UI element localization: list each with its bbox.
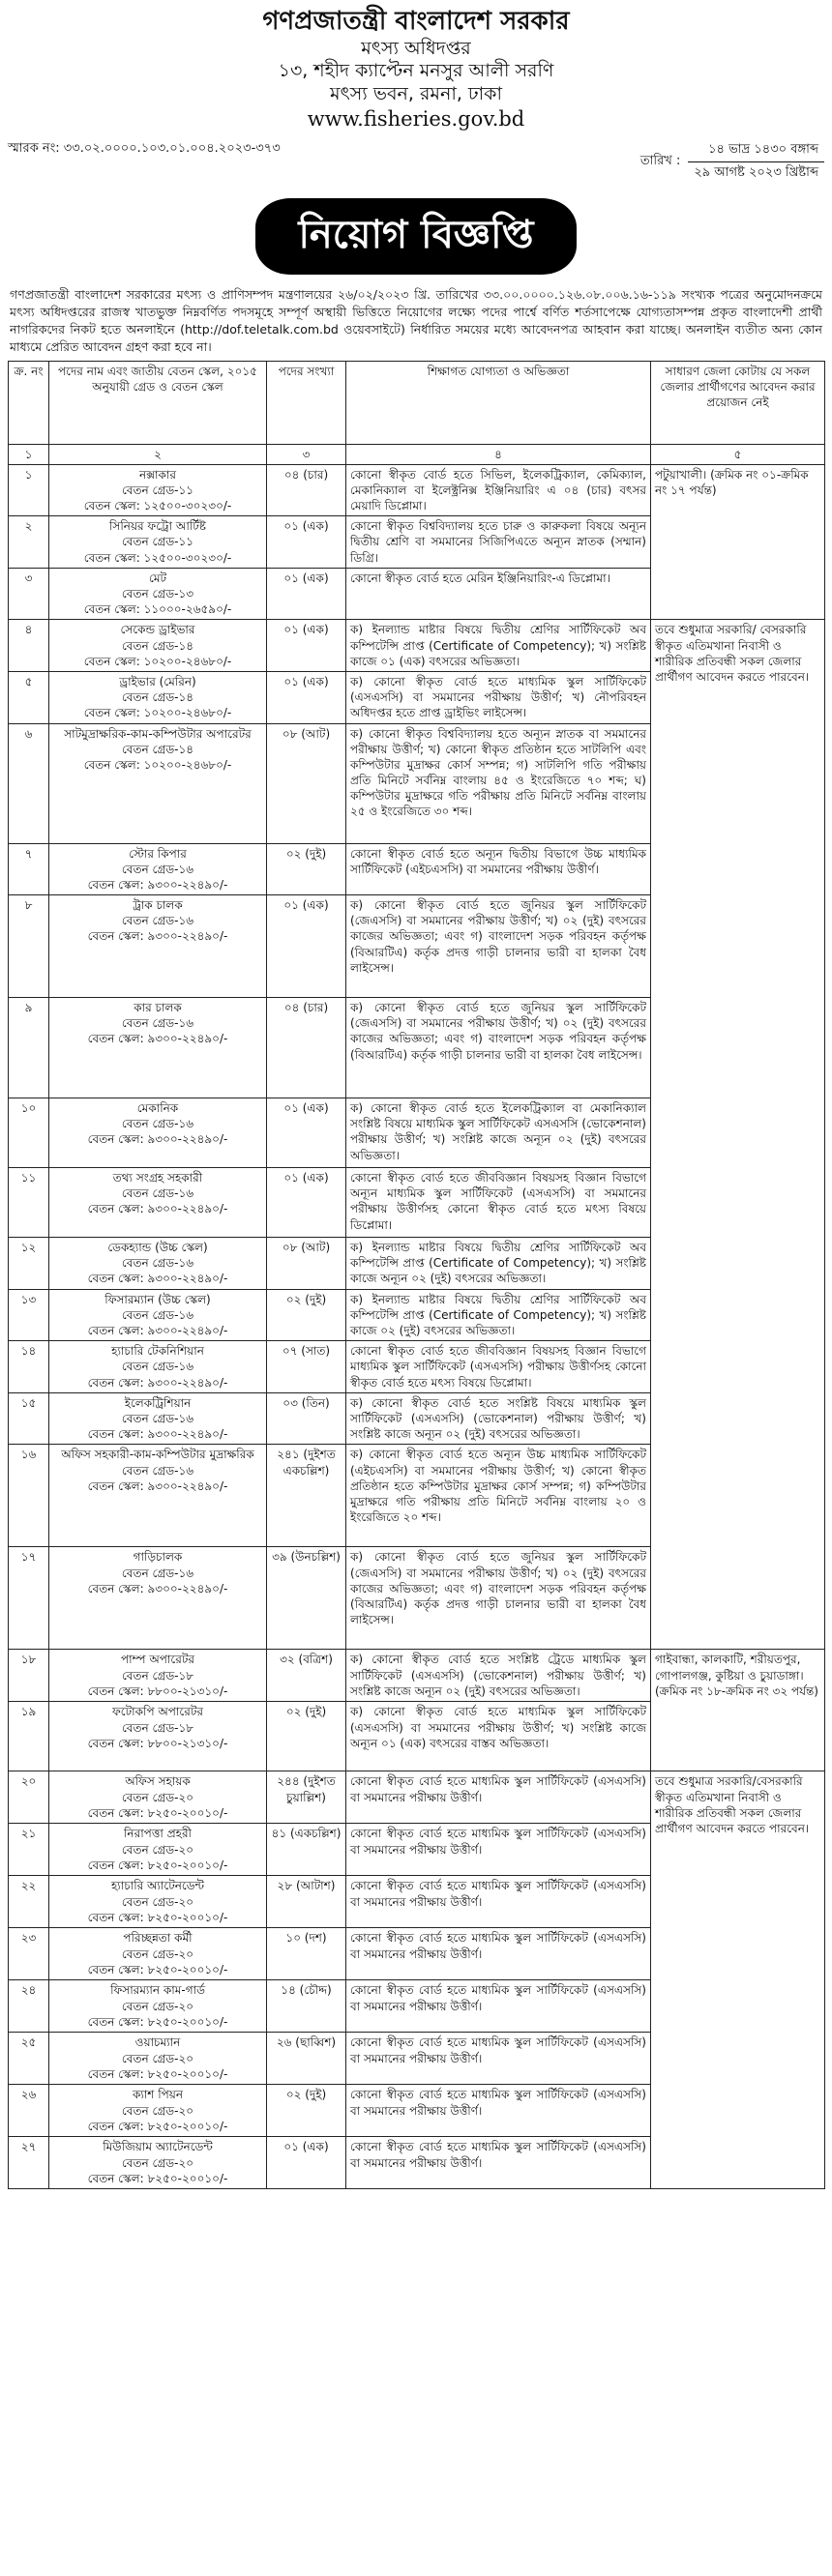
post-count-cell: ০৮ (আট) bbox=[267, 1238, 346, 1290]
pay-grade: বেতন গ্রেড-২০ bbox=[121, 2051, 194, 2065]
pay-grade: বেতন গ্রেড-১৪ bbox=[121, 638, 194, 653]
table-index-row bbox=[9, 444, 825, 464]
post-name: হ্যাচারি টেকনিশিয়ান bbox=[111, 1344, 204, 1359]
letterhead bbox=[8, 6, 824, 132]
post-name: অফিস সহকারী-কাম-কম্পিউটার মুদ্রাক্ষরিক bbox=[61, 1448, 254, 1462]
serial-cell: ১৩ bbox=[9, 1289, 49, 1341]
pay-grade: বেতন গ্রেড-১৬ bbox=[121, 1016, 194, 1031]
post-count-cell: ০১ (এক) bbox=[267, 568, 346, 620]
pay-scale: বেতন স্কেল: ৯৩০০-২২৪৯০/- bbox=[87, 929, 228, 944]
post-name: স্টোর কিপার bbox=[129, 846, 187, 861]
pay-scale: বেতন স্কেল: ৯৩০০-২২৪৯০/- bbox=[87, 1581, 228, 1595]
pay-scale: বেতন স্কেল: ১১০০০-২৬৫৯০/- bbox=[83, 602, 232, 617]
post-name: ফটোকপি অপারেটর bbox=[112, 1705, 203, 1719]
pay-grade: বেতন গ্রেড-১৬ bbox=[121, 1411, 194, 1425]
index-cell: ২ bbox=[49, 444, 267, 464]
qualification-cell: কোনো স্বীকৃত বোর্ড হতে মাধ্যমিক স্কুল সার্টিফিকেট (এসএসসি) বা সমমানের পরীক্ষায় উত্তীর্ণ। bbox=[346, 1980, 651, 2033]
serial-cell: ২২ bbox=[9, 1876, 49, 1928]
vacancy-table bbox=[8, 361, 825, 2190]
header-post: পদের নাম এবং জাতীয় বেতন স্কেল, ২০১৫ অনুযায়ী গ্রেড ও বেতন স্কেল bbox=[49, 361, 267, 444]
pay-grade: বেতন গ্রেড-২০ bbox=[121, 2155, 194, 2170]
post-name: কার চালক bbox=[134, 1001, 182, 1015]
pay-grade: বেতন গ্রেড-২০ bbox=[121, 1999, 194, 2013]
post-count-cell: ১০ (দশ) bbox=[267, 1928, 346, 1980]
post-count-cell: ৩২ (বত্রিশ) bbox=[267, 1650, 346, 1702]
reference-row bbox=[8, 139, 824, 185]
table-row bbox=[9, 1771, 825, 1824]
notice-title-banner: নিয়োগ বিজ্ঞপ্তি bbox=[255, 198, 576, 275]
post-name: ক্যাশ পিয়ন bbox=[132, 2088, 184, 2102]
post-count-cell: ০১ (এক) bbox=[267, 2137, 346, 2189]
post-cell bbox=[49, 1876, 267, 1928]
qualification-cell: ক) কোনো স্বীকৃত বোর্ড হতে জুনিয়র স্কুল সার্টিফিকেট (জেএসসি) বা সমমানের পরীক্ষায় উত্তীর্ণ; খ) ০২ (দুই) বৎসরের কাজের অভিজ্ঞতা; এবং গ) বাংলাদেশ সড়ক পরিবহন কর্তৃপক্ষ (বিআরটিএ) কর্তৃক প্রদত্ত গাড়ী চালনার ভারী বা হালকা বৈধ লাইসেন্স। bbox=[346, 895, 651, 998]
post-cell bbox=[49, 1168, 267, 1238]
pay-scale: বেতন স্কেল: ৯৩০০-২২৪৯০/- bbox=[87, 1478, 228, 1493]
qualification-cell: কোনো স্বীকৃত বোর্ড হতে সিভিল, ইলেকট্রিক্যাল, কেমিক্যাল, মেকানিক্যাল বা ইলেক্ট্রনিক্স ইঞ্জিনিয়ারিং এ ০৪ (চার) বৎসর মেয়াদি ডিপ্লোমা। bbox=[346, 464, 651, 516]
qualification-cell: কোনো স্বীকৃত বোর্ড হতে মাধ্যমিক স্কুল সার্টিফিকেট (এসএসসি) বা সমমানের পরীক্ষায় উত্তীর্ণ। bbox=[346, 1876, 651, 1928]
date-values bbox=[688, 139, 824, 185]
pay-grade: বেতন গ্রেড-১১ bbox=[121, 535, 194, 549]
website-url[interactable]: www.fisheries.gov.bd bbox=[307, 106, 525, 131]
pay-scale: বেতন স্কেল: ৮২৫০-২০০১০/- bbox=[87, 1910, 228, 1924]
post-count-cell: ০২ (দুই) bbox=[267, 1702, 346, 1771]
post-count-cell: ০২ (দুই) bbox=[267, 843, 346, 895]
serial-cell: ৯ bbox=[9, 998, 49, 1098]
post-name: নক্সাকার bbox=[139, 467, 176, 482]
serial-cell: ১ bbox=[9, 464, 49, 516]
post-name: মেকানিক bbox=[136, 1101, 179, 1116]
post-cell bbox=[49, 1650, 267, 1702]
pay-grade: বেতন গ্রেড-১৬ bbox=[121, 914, 194, 928]
pay-grade: বেতন গ্রেড-১৬ bbox=[121, 1360, 194, 1374]
header-count: পদের সংখ্যা bbox=[267, 361, 346, 444]
serial-cell: ৩ bbox=[9, 568, 49, 620]
post-cell bbox=[49, 1289, 267, 1341]
pay-scale: বেতন স্কেল: ৮২৫০-২০০১০/- bbox=[87, 2171, 228, 2185]
address-line-1: ১৩, শহীদ ক্যাপ্টেন মনসুর আলী সরণি bbox=[278, 60, 554, 82]
post-name: সাটমুদ্রাক্ষরিক-কাম-কম্পিউটার অপারেটর bbox=[64, 726, 252, 741]
post-name: গাড়িচালক bbox=[133, 1550, 183, 1565]
pay-scale: বেতন স্কেল: ৮২৫০-২০০১০/- bbox=[87, 2066, 228, 2081]
post-cell bbox=[49, 464, 267, 516]
qualification-cell: ক) কোনো স্বীকৃত বোর্ড হতে সংশ্লিষ্ট বিষয়ে মাধ্যমিক স্কুল সার্টিফিকেট (এসএসসি) (ভোকেশনাল) পরীক্ষায় উত্তীর্ণ; খ) সংশ্লিষ্ট কাজে অন্যূন ০২ (দুই) বৎসরের অভিজ্ঞতা। bbox=[346, 1392, 651, 1445]
pay-scale: বেতন স্কেল: ১০২০০-২৪৬৮০/- bbox=[83, 757, 232, 772]
post-cell bbox=[49, 2033, 267, 2085]
serial-cell: ২৫ bbox=[9, 2033, 49, 2085]
qualification-cell: ক) ইনল্যান্ড মাষ্টার বিষয়ে দ্বিতীয় শ্রেণির সার্টিফিকেট অব কম্পিটেন্সি প্রাপ্ত (Certificate of Competency); খ) সংশ্লিষ্ট কাজে ০১ (এক) বৎসরের অভিজ্ঞতা। bbox=[346, 620, 651, 672]
qualification-cell: ক) কোনো স্বীকৃত বোর্ড হতে সংশ্লিষ্ট ট্রেডে মাধ্যমিক স্কুল সার্টিফিকেট (এসএসসি) (ভোকেশনাল) পরীক্ষায় উত্তীর্ণ; খ) সংশ্লিষ্ট কাজে অন্যূন ০২ (দুই) বৎসরের অভিজ্ঞতা। bbox=[346, 1650, 651, 1702]
post-cell bbox=[49, 620, 267, 672]
serial-cell: ২৬ bbox=[9, 2085, 49, 2137]
post-name: সেকেন্ড ড্রাইভার bbox=[120, 623, 195, 637]
post-count-cell: ০৩ (তিন) bbox=[267, 1392, 346, 1445]
serial-cell: ১৫ bbox=[9, 1392, 49, 1445]
post-count-cell: ০৪ (চার) bbox=[267, 464, 346, 516]
pay-grade: বেতন গ্রেড-১৬ bbox=[121, 1463, 194, 1478]
date-label: তারিখ : bbox=[639, 154, 681, 168]
post-count-cell: ০২ (দুই) bbox=[267, 1289, 346, 1341]
pay-scale: বেতন স্কেল: ১২৫০০-৩০২৩০/- bbox=[83, 499, 232, 513]
post-name: ট্রাক চালক bbox=[133, 898, 183, 913]
pay-grade: বেতন গ্রেড-২০ bbox=[121, 2103, 194, 2118]
header-qualification: শিক্ষাগত যোগ্যতা ও অভিজ্ঞতা bbox=[346, 361, 651, 444]
date-block bbox=[640, 139, 824, 185]
serial-cell: ১৭ bbox=[9, 1547, 49, 1650]
qualification-cell: কোনো স্বীকৃত বোর্ড হতে মাধ্যমিক স্কুল সার্টিফিকেট (এসএসসি) বা সমমানের পরীক্ষায় উত্তীর্ণ। bbox=[346, 2137, 651, 2189]
pay-scale: বেতন স্কেল: ৯৩০০-২২৪৯০/- bbox=[87, 877, 228, 892]
pay-scale: বেতন স্কেল: ১০২০০-২৪৬৮০/- bbox=[83, 706, 232, 720]
pay-scale: বেতন স্কেল: ৯৩০০-২২৪৯০/- bbox=[87, 1032, 228, 1046]
qualification-cell: ক) কোনো স্বীকৃত বোর্ড হতে জুনিয়র স্কুল সার্টিফিকেট (জেএসসি) বা সমমানের পরীক্ষায় উত্তীর্ণ; খ) ০২ (দুই) বৎসরের কাজের অভিজ্ঞতা; এবং গ) বাংলাদেশ সড়ক পরিবহন কর্তৃপক্ষ (বিআরটিএ) কর্তৃক প্রদত্ত গাড়ী চালনার ভারী বা হালকা বৈধ লাইসেন্স। bbox=[346, 1547, 651, 1650]
qualification-cell: কোনো স্বীকৃত বোর্ড হতে মাধ্যমিক স্কুল সার্টিফিকেট (এসএসসি) বা সমমানের পরীক্ষায় উত্তীর্ণ। bbox=[346, 1771, 651, 1824]
pay-grade: বেতন গ্রেড-১৬ bbox=[121, 862, 194, 876]
post-cell bbox=[49, 1445, 267, 1547]
serial-cell: ১১ bbox=[9, 1168, 49, 1238]
post-count-cell: ২৪৪ (দুইশত চুয়াল্লিশ) bbox=[267, 1771, 346, 1824]
serial-cell: ২ bbox=[9, 516, 49, 569]
qualification-cell: ক) কোনো স্বীকৃত বোর্ড হতে ইলেকট্রিক্যাল বা মেকানিক্যাল সংশ্লিষ্ট বিষয়ে মাধ্যমিক স্কুল সার্টিফিকেট এসএসসি (ভোকেশনাল) পরীক্ষায় উত্তীর্ণ; খ) সংশ্লিষ্ট কাজে অন্যূন ০২ (দুই) বৎসরের অভিজ্ঞতা। bbox=[346, 1098, 651, 1168]
post-name: পরিচ্ছন্নতা কর্মী bbox=[123, 1931, 193, 1946]
pay-grade: বেতন গ্রেড-২০ bbox=[121, 1790, 194, 1804]
post-count-cell: ০১ (এক) bbox=[267, 1168, 346, 1238]
qualification-cell: ক) কোনো স্বীকৃত বোর্ড হতে মাধ্যমিক স্কুল সার্টিফিকেট (এসএসসি) বা সমমানের পরীক্ষায় উত্তীর্ণ; খ) সংশ্লিষ্ট কাজে অন্যূন ০১ (এক) বৎসরের বাস্তব অভিজ্ঞতা। bbox=[346, 1702, 651, 1771]
post-cell bbox=[49, 1238, 267, 1290]
post-cell bbox=[49, 516, 267, 569]
memo-number: স্মারক নং: ৩৩.০২.০০০০.১০৩.০১.০০৪.২০২৩-৩৭৩ bbox=[8, 141, 281, 156]
district-note-cell: পটুয়াখালী। (ক্রমিক নং ০১-ক্রমিক নং ১৭ পর্যন্ত) bbox=[651, 464, 825, 620]
qualification-cell: ক) কোনো স্বীকৃত বোর্ড হতে মাধ্যমিক স্কুল সার্টিফিকেট (এসএসসি) বা সমমানের পরীক্ষায় উত্তীর্ণ; খ) নৌপরিবহন অধিদপ্তর হতে প্রাপ্ত ড্রাইভিং লাইসেন্স। bbox=[346, 671, 651, 723]
qualification-cell: কোনো স্বীকৃত বোর্ড হতে মাধ্যমিক স্কুল সার্টিফিকেট (এসএসসি) বা সমমানের পরীক্ষায় উত্তীর্ণ। bbox=[346, 2085, 651, 2137]
serial-cell: ৮ bbox=[9, 895, 49, 998]
date-gregorian: ২৯ আগষ্ট ২০২৩ খ্রিষ্টাব্দ bbox=[694, 165, 818, 180]
pay-grade: বেতন গ্রেড-১১ bbox=[121, 483, 194, 497]
intro-paragraph: গণপ্রজাতন্ত্রী বাংলাদেশ সরকারের মৎস্য ও প্রাণিসম্পদ মন্ত্রণালয়ের ২৬/০২/২০২৩ খ্রি. তারিখের ৩৩.০০.০০০০.১২৬.০৮.০০৬.১৬-১১৯ সংখ্যক পত্রের অনুমোদনক্রমে মৎস্য অধিদপ্তরের রাজস্ব খাতভুক্ত নিম্নবর্ণিত পদসমূহে সম্পূর্ণ অস্থায়ী ভিত্তিতে নিয়োগের লক্ষ্যে পদের পার্শ্বে বর্ণিত শর্তসাপেক্ষে যোগ্যতাসম্পন্ন প্রকৃত বাংলাদেশী প্রার্থী নাগরিকদের নিকট হতে অনলাইনে (http://dof.teletalk.com.bd ওয়েবসাইটে) নির্ধারিত সময়ের মধ্যে আবেদনপত্র আহবান করা যাচ্ছে। অনলাইন ব্যতীত অন্য কোন মাধ্যমে প্রেরিত আবেদন গ্রহণ করা হবে না। bbox=[10, 287, 822, 355]
index-cell: ১ bbox=[9, 444, 49, 464]
post-cell bbox=[49, 671, 267, 723]
post-cell bbox=[49, 843, 267, 895]
post-count-cell: ০১ (এক) bbox=[267, 620, 346, 672]
post-cell bbox=[49, 1702, 267, 1771]
pay-grade: বেতন গ্রেড-১৬ bbox=[121, 1117, 194, 1131]
post-name: ইলেকট্রিশিয়ান bbox=[124, 1395, 192, 1410]
post-count-cell: ০১ (এক) bbox=[267, 895, 346, 998]
pay-scale: বেতন স্কেল: ৮২৫০-২০০১০/- bbox=[87, 1858, 228, 1872]
post-count-cell: ০১ (এক) bbox=[267, 1098, 346, 1168]
post-count-cell: ০৪ (চার) bbox=[267, 998, 346, 1098]
qualification-cell: ক) কোনো স্বীকৃত বিশ্ববিদ্যালয় হতে অন্যূন স্নাতক বা সমমানের পরীক্ষায় উত্তীর্ণ; খ) কোনো স্বীকৃত প্রতিষ্ঠান হতে সাটলিপি এবং কম্পিউটার মুদ্রাক্ষর কোর্স সম্পন্ন; গ) সাটলিপি গতি পরীক্ষায় প্রতি মিনিটে সর্বনিম্ন বাংলায় ৪৫ ও ইংরেজিতে ৭০ শব্দ; ঘ) কম্পিউটার মুদ্রাক্ষরে গতি পরীক্ষায় প্রতি মিনিটে সর্বনিম্ন বাংলায় ২৫ ও ইংরেজিতে ৩০ শব্দ। bbox=[346, 723, 651, 843]
pay-grade: বেতন গ্রেড-১৪ bbox=[121, 690, 194, 705]
pay-scale: বেতন স্কেল: ৮২৫০-২০০১০/- bbox=[87, 1962, 228, 1976]
post-name: ফিসারম্যান (উচ্চ স্কেল) bbox=[104, 1292, 211, 1306]
pay-scale: বেতন স্কেল: ৯৩০০-২২৪৯০/- bbox=[87, 1202, 228, 1216]
qualification-cell: ক) কোনো স্বীকৃত বোর্ড হতে অন্যূন উচ্চ মাধ্যমিক সার্টিফিকেট (এইচএসসি) বা সমমানের পরীক্ষায় উত্তীর্ণ; খ) কোনো স্বীকৃত প্রতিষ্ঠান হতে কম্পিউটার মুদ্রাক্ষর কোর্স সম্পন্ন; গ) কম্পিউটার মুদ্রাক্ষরে গতি পরীক্ষায় প্রতি মিনিটে সর্বনিম্ন বাংলায় ২০ ও ইংরেজিতে ২০ শব্দ। bbox=[346, 1445, 651, 1547]
post-name: ডেকহ্যান্ড (উচ্চ স্কেল) bbox=[107, 1241, 208, 1255]
govt-name: গণপ্রজাতন্ত্রী বাংলাদেশ সরকার bbox=[262, 7, 570, 36]
serial-cell: ২৩ bbox=[9, 1928, 49, 1980]
post-name: ফিসারম্যান কাম-গার্ড bbox=[110, 1983, 205, 1998]
pay-scale: বেতন স্কেল: ৯৩০০-২২৪৯০/- bbox=[87, 1272, 228, 1286]
post-name: নিরাপত্তা প্রহরী bbox=[124, 1827, 192, 1841]
pay-scale: বেতন স্কেল: ৯৩০০-২২৪৯০/- bbox=[87, 1132, 228, 1147]
post-count-cell: ৩৯ (উনচল্লিশ) bbox=[267, 1547, 346, 1650]
pay-scale: বেতন স্কেল: ১২৫০০-৩০২৩০/- bbox=[83, 550, 232, 565]
qualification-cell: ক) ইনল্যান্ড মাষ্টার বিষয়ে দ্বিতীয় শ্রেণির সার্টিফিকেট অব কম্পিটেন্সি প্রাপ্ত (Certificate of Competency); খ) সংশ্লিষ্ট কাজে অন্যূন ০২ (দুই) বৎসরের অভিজ্ঞতা। bbox=[346, 1238, 651, 1290]
post-name: মেট bbox=[148, 571, 167, 585]
qualification-cell: কোনো স্বীকৃত বোর্ড হতে অন্যূন দ্বিতীয় বিভাগে উচ্চ মাধ্যমিক সার্টিফিকেট (এইচএসসি) বা সমমানের পরীক্ষায় উত্তীর্ণ। bbox=[346, 843, 651, 895]
post-count-cell: ০১ (এক) bbox=[267, 516, 346, 569]
table-row bbox=[9, 620, 825, 672]
post-cell bbox=[49, 568, 267, 620]
post-count-cell: ৪১ (একচল্লিশ) bbox=[267, 1824, 346, 1876]
post-name: মিউজিয়াম অ্যাটেনডেন্ট bbox=[103, 2140, 213, 2154]
post-count-cell: ২৬ (ছাব্বিশ) bbox=[267, 2033, 346, 2085]
index-cell: ৩ bbox=[267, 444, 346, 464]
pay-scale: বেতন স্কেল: ৮৮০০-২১৩১০/- bbox=[87, 1736, 228, 1750]
post-cell bbox=[49, 2137, 267, 2189]
pay-grade: বেতন গ্রেড-১৮ bbox=[121, 1720, 194, 1735]
post-cell bbox=[49, 1547, 267, 1650]
qualification-cell: কোনো স্বীকৃত বোর্ড হতে মাধ্যমিক স্কুল সার্টিফিকেট (এসএসসি) বা সমমানের পরীক্ষায় উত্তীর্ণ। bbox=[346, 1824, 651, 1876]
district-note-cell: তবে শুধুমাত্র সরকারি/ বেসরকারি স্বীকৃত এতিমখানা নিবাসী ও শারীরিক প্রতিবন্ধী সকল জেলার প্রার্থীগণ আবেদন করতে পারবেন। bbox=[651, 620, 825, 1650]
serial-cell: ৪ bbox=[9, 620, 49, 672]
department-name: মৎস্য অধিদপ্তর bbox=[361, 37, 471, 59]
pay-scale: বেতন স্কেল: ৮২৫০-২০০১০/- bbox=[87, 2014, 228, 2029]
index-cell: ৪ bbox=[346, 444, 651, 464]
serial-cell: ১২ bbox=[9, 1238, 49, 1290]
index-cell: ৫ bbox=[651, 444, 825, 464]
post-cell bbox=[49, 1980, 267, 2033]
header-district-note: সাধারণ জেলা কোটায় যে সকল জেলার প্রার্থীগণের আবেদন করার প্রয়োজন নেই bbox=[651, 361, 825, 444]
pay-scale: বেতন স্কেল: ৮৮০০-২১৩১০/- bbox=[87, 1683, 228, 1698]
header-serial: ক্র. নং bbox=[9, 361, 49, 444]
address-line-2: মৎস্য ভবন, রমনা, ঢাকা bbox=[330, 83, 502, 104]
pay-scale: বেতন স্কেল: ৯৩০০-২২৪৯০/- bbox=[87, 1324, 228, 1337]
qualification-cell: কোনো স্বীকৃত বোর্ড হতে জীববিজ্ঞান বিষয়সহ বিজ্ঞান বিভাগে অন্যূন মাধ্যমিক স্কুল সার্টিফিকেট (এসএসসি) বা সমমানের পরীক্ষায় উত্তীর্ণসহ কোনো স্বীকৃত বোর্ড হতে মৎস্য বিষয়ে ডিপ্লোমা। bbox=[346, 1168, 651, 1238]
serial-cell: ১৮ bbox=[9, 1650, 49, 1702]
post-name: ওয়াচম্যান bbox=[134, 2035, 181, 2050]
serial-cell: ২৪ bbox=[9, 1980, 49, 2033]
pay-scale: বেতন স্কেল: ৯৩০০-২২৪৯০/- bbox=[87, 1427, 228, 1442]
qualification-cell: কোনো স্বীকৃত বোর্ড হতে মাধ্যমিক স্কুল সার্টিফিকেট (এসএসসি) বা সমমানের পরীক্ষায় উত্তীর্ণ। bbox=[346, 2033, 651, 2085]
pay-grade: বেতন গ্রেড-১৩ bbox=[121, 587, 194, 600]
post-cell bbox=[49, 1824, 267, 1876]
serial-cell: ১৯ bbox=[9, 1702, 49, 1771]
pay-scale: বেতন স্কেল: ৮২৫০-২০০১০/- bbox=[87, 1805, 228, 1820]
qualification-cell: ক) ইনল্যান্ড মাষ্টার বিষয়ে দ্বিতীয় শ্রেণির সার্টিফিকেট অব কম্পিটেন্সি প্রাপ্ত (Certificate of Competency); খ) সংশ্লিষ্ট কাজে ০২ (দুই) বৎসরের অভিজ্ঞতা। bbox=[346, 1289, 651, 1341]
serial-cell: ২১ bbox=[9, 1824, 49, 1876]
district-note-cell: গাইবান্ধা, কালকাটি, শরীয়তপুর, গোপালগঞ্জ, কুষ্টিয়া ও চুয়াডাঙ্গা। (ক্রমিক নং ১৮-ক্রমিক নং ৩২ পর্যন্ত) bbox=[651, 1650, 825, 1771]
post-cell bbox=[49, 895, 267, 998]
post-cell bbox=[49, 1098, 267, 1168]
district-note-cell: তবে শুধুমাত্র সরকারি/বেসরকারি স্বীকৃত এতিমখানা নিবাসী ও শারীরিক প্রতিবন্ধী সকল জেলার প্রার্থীগণ আবেদন করতে পারবেন। bbox=[651, 1771, 825, 2189]
post-name: পাম্প অপারেটর bbox=[121, 1653, 194, 1667]
post-name: ড্রাইভার (মেরিন) bbox=[119, 674, 196, 688]
post-cell bbox=[49, 1341, 267, 1393]
pay-grade: বেতন গ্রেড-১৮ bbox=[121, 1668, 194, 1683]
pay-grade: বেতন গ্রেড-১৬ bbox=[121, 1566, 194, 1580]
table-row bbox=[9, 1650, 825, 1702]
post-cell bbox=[49, 1771, 267, 1824]
pay-scale: বেতন স্কেল: ১০২০০-২৪৬৮০/- bbox=[83, 654, 232, 668]
qualification-cell: ক) কোনো স্বীকৃত বোর্ড হতে জুনিয়র স্কুল সার্টিফিকেট (জেএসসি) বা সমমানের পরীক্ষায় উত্তীর্ণ; খ) ০২ (দুই) বৎসরের কাজের অভিজ্ঞতা; এবং গ) বাংলাদেশ সড়ক পরিবহন কর্তৃপক্ষ (বিআরটিএ) কর্তৃক গাড়ী চালনার ভারী বা হালকা বৈধ লাইসেন্স। bbox=[346, 998, 651, 1098]
table-header-row bbox=[9, 361, 825, 444]
post-count-cell: ০২ (দুই) bbox=[267, 2085, 346, 2137]
post-cell bbox=[49, 723, 267, 843]
serial-cell: ৫ bbox=[9, 671, 49, 723]
post-cell bbox=[49, 2085, 267, 2137]
qualification-cell: কোনো স্বীকৃত বোর্ড হতে জীববিজ্ঞান বিষয়সহ বিজ্ঞান বিভাগে মাধ্যমিক স্কুল সার্টিফিকেট (এসএসসি) পরীক্ষায় উত্তীর্ণসহ কোনো স্বীকৃত বোর্ড হতে মৎস্য বিষয়ে ডিপ্লোমা। bbox=[346, 1341, 651, 1393]
pay-scale: বেতন স্কেল: ৯৩০০-২২৪৯০/- bbox=[87, 1375, 228, 1390]
post-count-cell: ২৮ (আটাশ) bbox=[267, 1876, 346, 1928]
pay-grade: বেতন গ্রেড-১৬ bbox=[121, 1186, 194, 1201]
pay-grade: বেতন গ্রেড-১৪ bbox=[121, 742, 194, 756]
pay-grade: বেতন গ্রেড-২০ bbox=[121, 1842, 194, 1857]
serial-cell: ৬ bbox=[9, 723, 49, 843]
post-count-cell: ০৭ (সাত) bbox=[267, 1341, 346, 1393]
serial-cell: ১০ bbox=[9, 1098, 49, 1168]
post-count-cell: ০৮ (আট) bbox=[267, 723, 346, 843]
serial-cell: ১৬ bbox=[9, 1445, 49, 1547]
serial-cell: ২৭ bbox=[9, 2137, 49, 2189]
pay-grade: বেতন গ্রেড-২০ bbox=[121, 1894, 194, 1909]
post-cell bbox=[49, 998, 267, 1098]
qualification-cell: কোনো স্বীকৃত বিশ্ববিদ্যালয় হতে চারু ও কারুকলা বিষয়ে অন্যূন দ্বিতীয় শ্রেণি বা সমমানের সিজিপিএতে অন্যূন স্নাতক (সম্মান) ডিগ্রি। bbox=[346, 516, 651, 569]
post-count-cell: ২৪১ (দুইশত একচল্লিশ) bbox=[267, 1445, 346, 1547]
serial-cell: ৭ bbox=[9, 843, 49, 895]
post-cell bbox=[49, 1392, 267, 1445]
serial-cell: ২০ bbox=[9, 1771, 49, 1824]
post-count-cell: ১৪ (চৌদ্দ) bbox=[267, 1980, 346, 2033]
qualification-cell: কোনো স্বীকৃত বোর্ড হতে মাধ্যমিক স্কুল সার্টিফিকেট (এসএসসি) বা সমমানের পরীক্ষায় উত্তীর্ণ। bbox=[346, 1928, 651, 1980]
post-name: তথ্য সংগ্রহ সহকারী bbox=[112, 1171, 203, 1186]
post-name: হ্যাচারি অ্যাটেনডেন্ট bbox=[110, 1879, 205, 1893]
pay-grade: বেতন গ্রেড-২০ bbox=[121, 1947, 194, 1961]
pay-grade: বেতন গ্রেড-১৬ bbox=[121, 1307, 194, 1322]
post-count-cell: ০১ (এক) bbox=[267, 671, 346, 723]
date-bangla: ১৪ ভাদ্র ১৪৩০ বঙ্গাব্দ bbox=[688, 139, 824, 162]
serial-cell: ১৪ bbox=[9, 1341, 49, 1393]
post-name: অফিস সহায়ক bbox=[125, 1774, 191, 1789]
pay-scale: বেতন স্কেল: ৮২৫০-২০০১০/- bbox=[87, 2119, 228, 2133]
post-name: সিনিয়র ফট্রো আর্টিষ্ট bbox=[108, 519, 206, 534]
pay-grade: বেতন গ্রেড-১৬ bbox=[121, 1256, 194, 1271]
qualification-cell: কোনো স্বীকৃত বোর্ড হতে মেরিন ইঞ্জিনিয়ারিং-এ ডিপ্লোমা। bbox=[346, 568, 651, 620]
table-row bbox=[9, 464, 825, 516]
post-cell bbox=[49, 1928, 267, 1980]
